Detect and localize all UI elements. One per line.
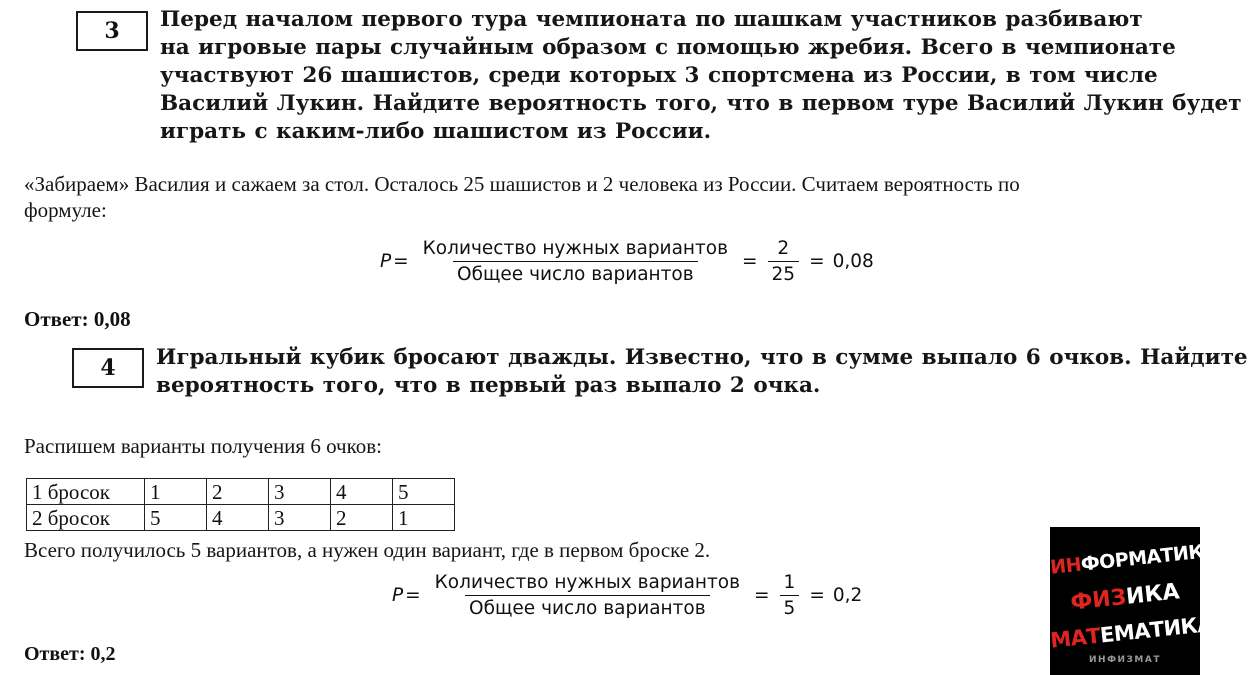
logo-line-informatika: ИНФОРМАТИКА <box>1049 539 1219 579</box>
table-cell: 5 <box>393 479 455 505</box>
task-4-number: 4 <box>100 355 116 381</box>
table-cell: 2 <box>207 479 269 505</box>
fraction-numerator: Количество нужных вариантов <box>434 572 741 593</box>
task-4-summary: Всего получилось 5 вариантов, а нужен один вариант, где в первом броске 2. <box>24 538 711 562</box>
formula-equals: = <box>809 251 825 272</box>
task-3-solution-line: «Забираем» Василия и сажаем за стол. Осталось 25 шашистов и 2 человека из России. Считаем вероятность по <box>24 172 1020 196</box>
formula-result: 0,08 <box>832 251 874 272</box>
table-row-label: 2 бросок <box>27 505 145 531</box>
task-4-intro: Распишем варианты получения 6 очков: <box>24 434 382 458</box>
task-3-formula <box>380 238 874 285</box>
formula-number-fraction <box>768 238 800 285</box>
logo-line-matematika: МАТЕМАТИКА <box>1049 611 1215 653</box>
table-cell: 2 <box>331 505 393 531</box>
task-4-line: вероятность того, что в первый раз выпало 2 очка. <box>156 373 821 398</box>
task-4-formula <box>392 572 862 619</box>
formula-variable: P <box>380 251 392 272</box>
formula-result: 0,2 <box>832 585 863 606</box>
formula-equals: = <box>809 585 825 606</box>
table-cell: 1 <box>145 479 207 505</box>
task-3-answer: Ответ: 0,08 <box>24 307 131 331</box>
formula-equals: = <box>742 251 758 272</box>
formula-word-fraction <box>419 238 732 285</box>
table-row <box>27 505 455 531</box>
task-3-statement <box>160 6 1242 146</box>
task-4-answer: Ответ: 0,2 <box>24 643 116 665</box>
task-3-line: Перед началом первого тура чемпионата по шашкам участников разбивают <box>160 7 1143 32</box>
task-3-solution-line: формуле: <box>24 198 107 222</box>
formula-equals: = <box>754 585 770 606</box>
fraction-numerator: 2 <box>777 238 790 259</box>
task-3-line: играть с каким-либо шашистом из России. <box>160 119 712 144</box>
fraction-denominator: 5 <box>780 595 800 619</box>
formula-variable: P <box>392 585 404 606</box>
formula-equals: = <box>393 251 409 272</box>
infizmat-logo <box>1049 527 1219 675</box>
logo-caption: ИНФИЗМАТ <box>1089 655 1161 665</box>
task-3-number-box <box>76 11 148 51</box>
throws-table <box>26 478 455 531</box>
formula-equals: = <box>405 585 421 606</box>
fraction-numerator: Количество нужных вариантов <box>422 238 729 259</box>
fraction-denominator: Общее число вариантов <box>453 261 698 285</box>
logo-line-fizika: ФИЗИКА <box>1069 579 1181 616</box>
formula-number-fraction <box>780 572 800 619</box>
task-4-line: Игральный кубик бросают дважды. Известно, что в сумме выпало 6 очков. Найдите <box>156 345 1248 370</box>
task-3-line: на игровые пары случайным образом с помощью жребия. Всего в чемпионате <box>160 35 1176 60</box>
table-cell: 1 <box>393 505 455 531</box>
table-cell: 3 <box>269 505 331 531</box>
task-4-statement <box>156 344 1248 400</box>
task-3-number: 3 <box>104 18 120 44</box>
table-row-label: 1 бросок <box>27 479 145 505</box>
fraction-denominator: Общее число вариантов <box>465 595 710 619</box>
table-cell: 4 <box>331 479 393 505</box>
table-cell: 3 <box>269 479 331 505</box>
fraction-denominator: 25 <box>768 261 800 285</box>
formula-word-fraction <box>431 572 744 619</box>
task-3-line: участвуют 26 шашистов, среди которых 3 спортсмена из России, в том числе <box>160 63 1158 88</box>
task-3-line: Василий Лукин. Найдите вероятность того, что в первом туре Василий Лукин будет <box>160 91 1242 116</box>
task-4-number-box <box>72 348 144 388</box>
table-cell: 4 <box>207 505 269 531</box>
fraction-numerator: 1 <box>783 572 796 593</box>
table-cell: 5 <box>145 505 207 531</box>
table-row <box>27 479 455 505</box>
